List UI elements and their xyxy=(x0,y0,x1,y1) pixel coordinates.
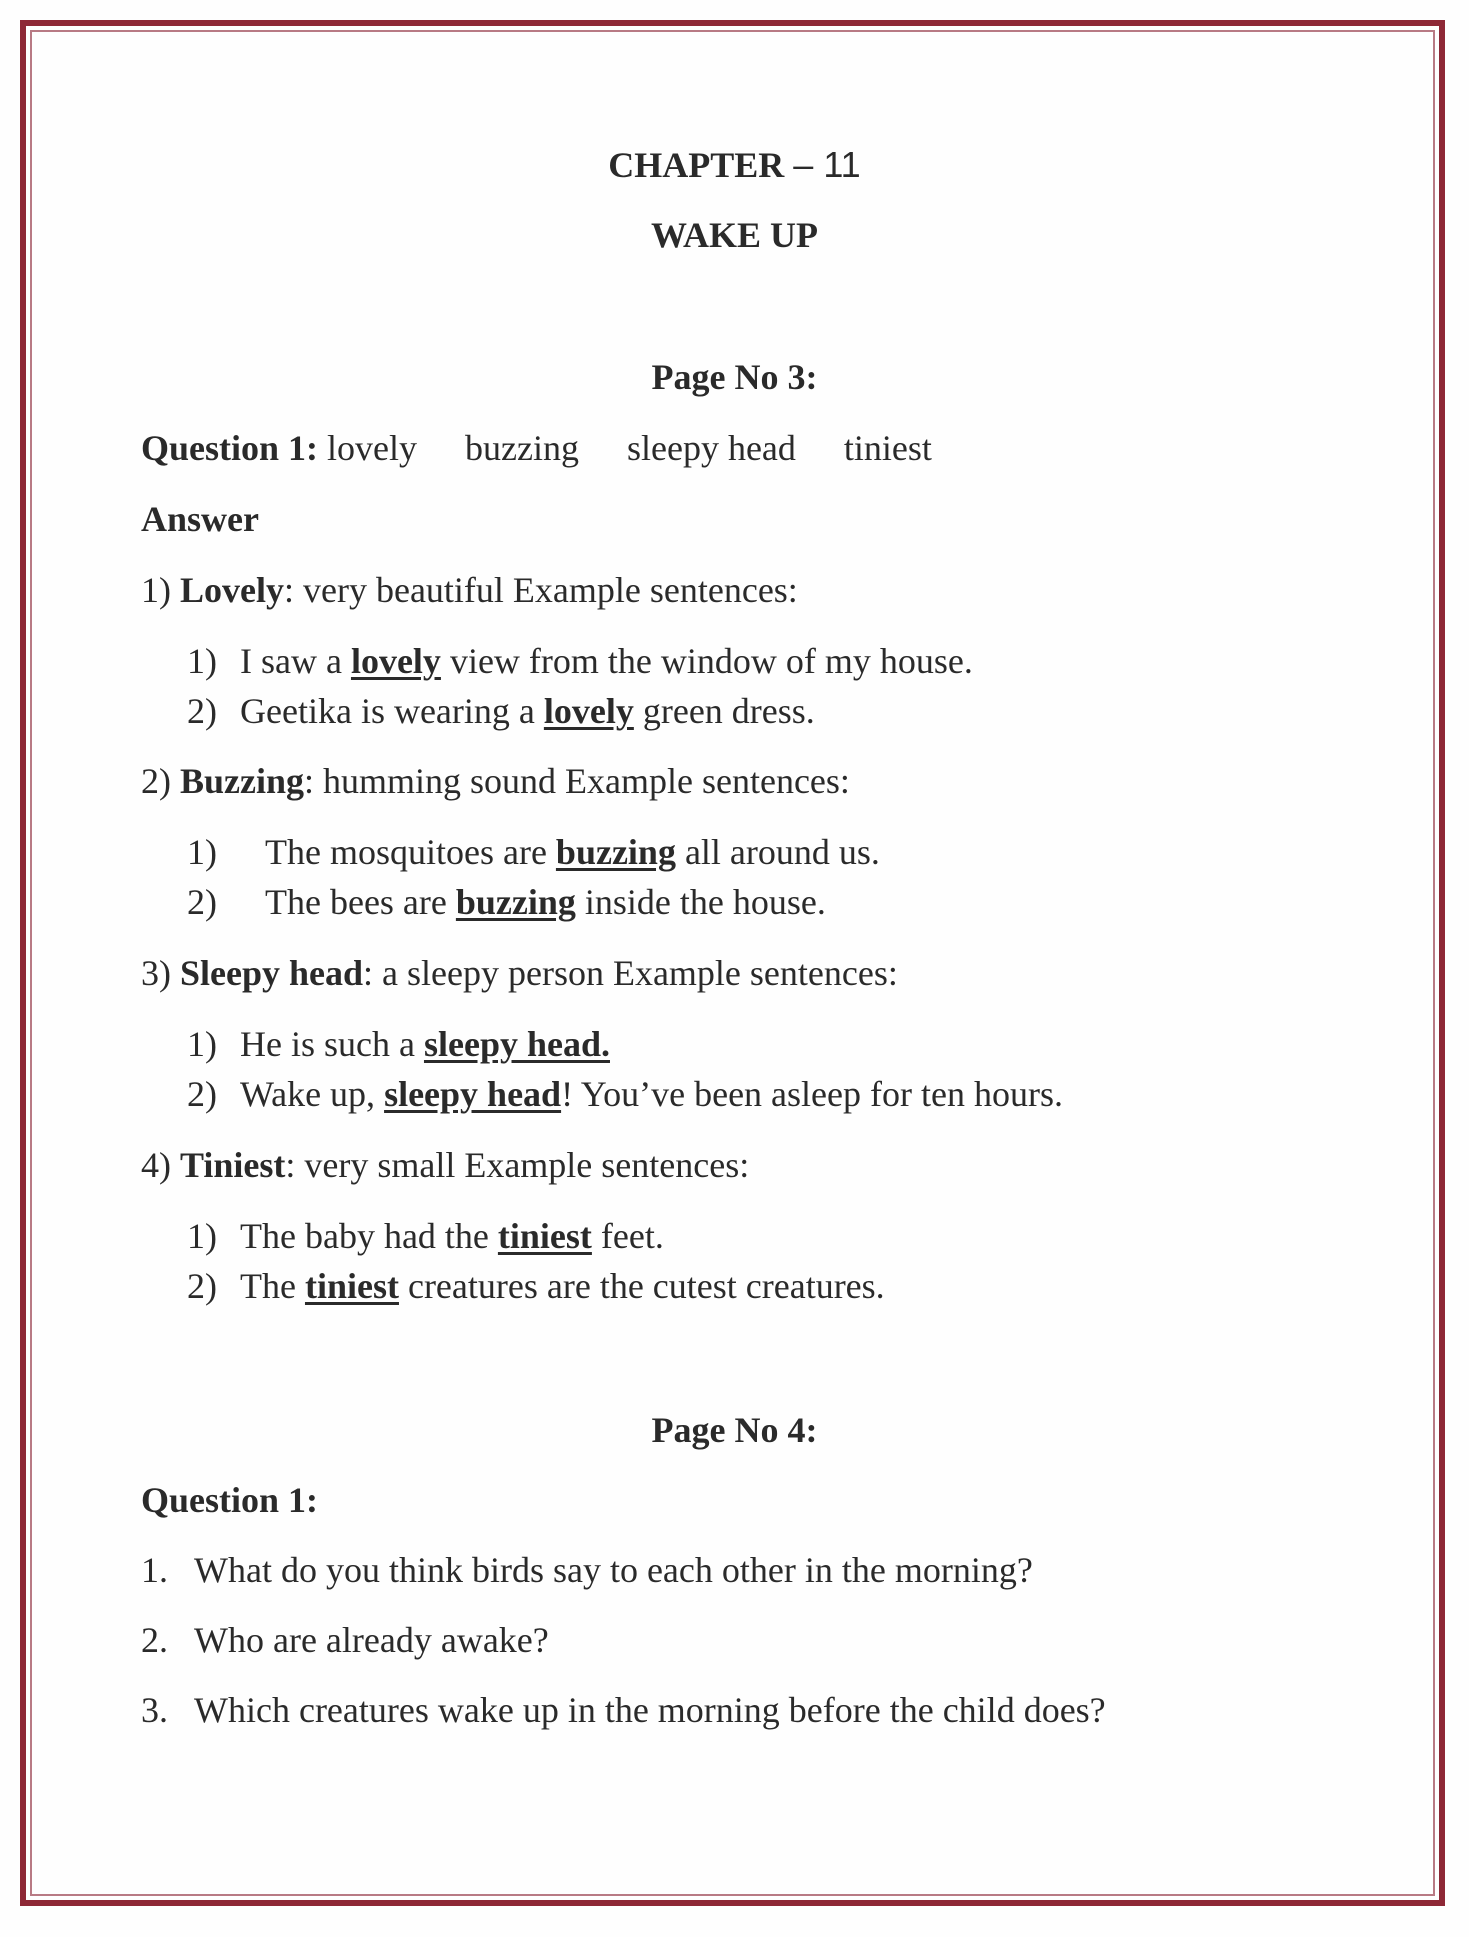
answer-label: Answer xyxy=(141,499,259,539)
chapter-title: WAKE UP xyxy=(650,215,818,255)
answer-item: 2) Buzzing: humming sound Example sentences: xyxy=(141,761,850,801)
chapter-heading: CHAPTER – 11 xyxy=(608,144,861,185)
question-item: 1. What do you think birds say to each other in the morning? xyxy=(141,1550,1033,1590)
question-item: 2. Who are already awake? xyxy=(141,1620,549,1660)
question-item: 3. Which creatures wake up in the morning before the child does? xyxy=(141,1690,1106,1730)
answer-item: 3) Sleepy head: a sleepy person Example sentences: xyxy=(141,953,898,993)
example-sentence: 2) The tiniest creatures are the cutest creatures. xyxy=(187,1266,885,1306)
example-sentence: 1) The baby had the tiniest feet. xyxy=(187,1216,664,1256)
page4-question: Question 1: xyxy=(141,1480,319,1520)
example-sentence: 2) Geetika is wearing a lovely green dress. xyxy=(187,691,815,731)
example-sentence: 2) The bees are buzzing inside the house. xyxy=(187,882,826,922)
page3-question: Question 1: lovely buzzing sleepy head tiniest xyxy=(141,428,932,468)
example-sentence: 1) I saw a lovely view from the window of my house. xyxy=(187,641,973,681)
answer-item: 1) Lovely: very beautiful Example sentences: xyxy=(141,570,798,610)
page3-heading: Page No 3: xyxy=(651,357,818,397)
example-sentence: 2) Wake up, sleepy head! You’ve been asleep for ten hours. xyxy=(187,1074,1063,1114)
page4-heading: Page No 4: xyxy=(651,1410,818,1450)
example-sentence: 1) He is such a sleepy head. xyxy=(187,1024,610,1064)
answer-item: 4) Tiniest: very small Example sentences: xyxy=(141,1145,750,1185)
example-sentence: 1) The mosquitoes are buzzing all around us. xyxy=(187,832,880,872)
